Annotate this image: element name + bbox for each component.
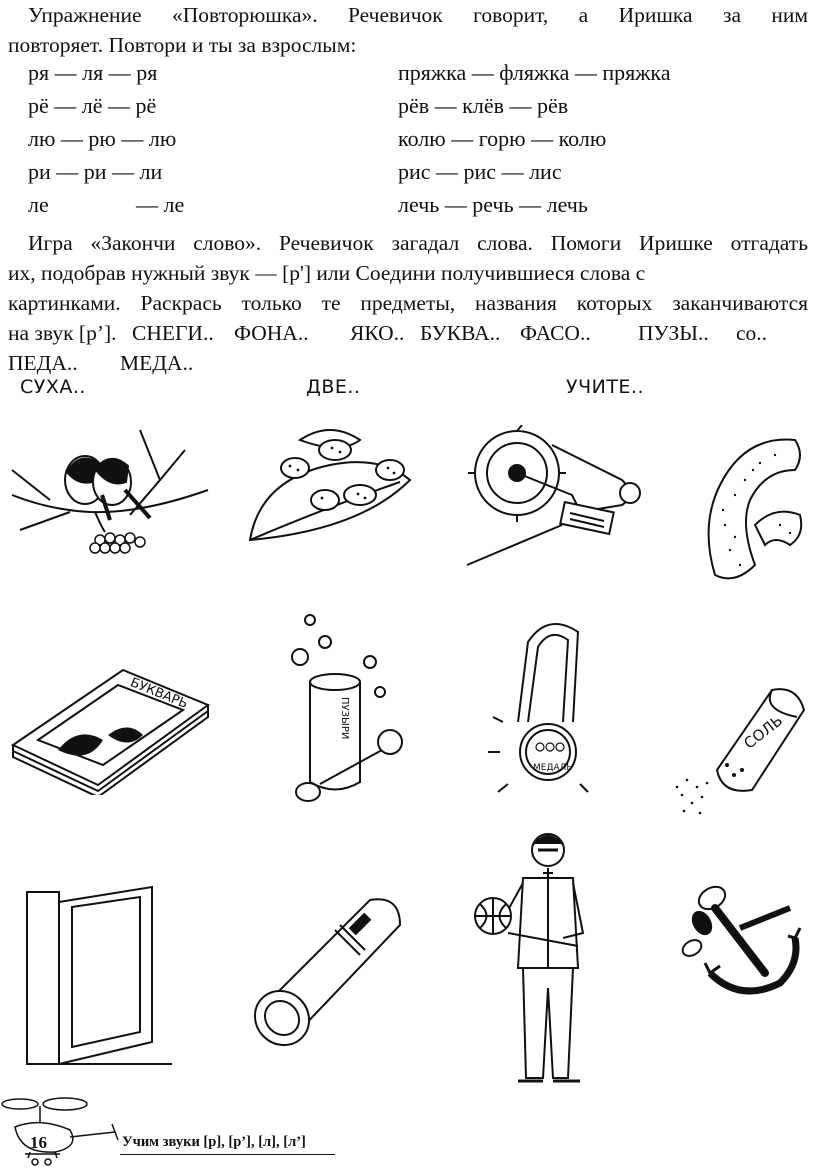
pair-right: лечь — речь — лечь bbox=[398, 192, 588, 217]
pair-right: колю — горю — колю bbox=[398, 126, 607, 151]
word-item: ФАСО.. bbox=[520, 321, 591, 345]
salt-shaker-picture bbox=[672, 675, 812, 820]
footer-rule bbox=[120, 1154, 335, 1155]
book-title-label: БУКВАРЬ bbox=[127, 675, 190, 712]
salt-label: СОЛЬ bbox=[740, 711, 787, 753]
caption-uchite: УЧИТЕ.. bbox=[566, 376, 645, 398]
word-item: ПЕДА.. bbox=[8, 351, 78, 375]
word-item: ФОНА.. bbox=[234, 321, 309, 345]
pair-row bbox=[28, 93, 808, 125]
game-line-3: картинками. Раскрась только те предметы, названия которых заканчиваются bbox=[8, 291, 808, 315]
flashlight-picture bbox=[240, 890, 410, 1055]
pair-right: рис — рис — лис bbox=[398, 159, 562, 184]
pair-left: ря — ля — ря bbox=[28, 60, 158, 85]
pair-row bbox=[28, 192, 808, 224]
helicopter-icon bbox=[0, 1092, 120, 1167]
caption-dve: ДВЕ.. bbox=[306, 376, 361, 398]
word-item: ПУЗЫ.. bbox=[638, 321, 709, 345]
door-picture bbox=[22, 882, 177, 1067]
intro-line-2: повторяет. Повтори и ты за взрослым: bbox=[8, 33, 357, 57]
anchor-picture bbox=[680, 878, 810, 1003]
soap-bubbles-picture bbox=[280, 612, 415, 812]
footer-title: Учим звуки [р], [р’], [л], [л’] bbox=[122, 1134, 306, 1150]
game-line-2: их, подобрав нужный звук — [р'] или Соедини получившиеся слова с bbox=[8, 261, 646, 285]
game-paragraph bbox=[8, 228, 808, 378]
pair-left: ле bbox=[28, 192, 49, 217]
bicycle-pedal-picture bbox=[462, 425, 652, 570]
horseshoe-magnet-picture bbox=[695, 425, 810, 585]
medal-label: МЕДАЛЬ bbox=[533, 763, 573, 773]
pair-left: рё — лё — рё bbox=[28, 93, 157, 118]
words-row-2 bbox=[8, 348, 808, 378]
pair-right: рёв — клёв — рёв bbox=[398, 93, 569, 118]
pair-row bbox=[28, 159, 808, 191]
pair-right: пряжка — фляжка — пряжка bbox=[398, 60, 671, 85]
bean-pod-picture bbox=[240, 420, 420, 550]
caption-sukha: СУХА.. bbox=[20, 376, 86, 398]
word-item: СНЕГИ.. bbox=[132, 321, 214, 345]
word-item: БУКВА.. bbox=[420, 321, 501, 345]
word-item: ЯКО.. bbox=[350, 321, 405, 345]
primer-book-picture bbox=[8, 665, 213, 795]
pair-left: ри — ри — ли bbox=[28, 159, 163, 184]
pair-left-end: — ле bbox=[136, 192, 185, 217]
words-row-1 bbox=[8, 318, 808, 348]
word-item: МЕДА.. bbox=[120, 351, 194, 375]
intro-paragraph bbox=[8, 0, 808, 60]
pair-left: лю — рю — лю bbox=[28, 126, 177, 151]
word-item: со.. bbox=[736, 321, 768, 345]
medal-picture bbox=[488, 612, 608, 802]
sound-label: на звук [р’]. bbox=[8, 321, 117, 345]
intro-line-1: Упражнение «Повторюшка». Речевичок говорит, а Иришка за ним bbox=[28, 3, 808, 27]
bubbles-label: ПУЗЫРИ bbox=[339, 697, 350, 740]
bullfinches-on-branch-picture bbox=[10, 420, 210, 570]
pair-row bbox=[28, 126, 808, 158]
game-line-1: Игра «Закончи слово». Речевичок загадал слова. Помоги Иришке отгадать bbox=[28, 231, 808, 255]
pair-row bbox=[28, 60, 808, 92]
teacher-with-globe-picture bbox=[468, 828, 588, 1093]
page-number: 16 bbox=[30, 1133, 47, 1152]
